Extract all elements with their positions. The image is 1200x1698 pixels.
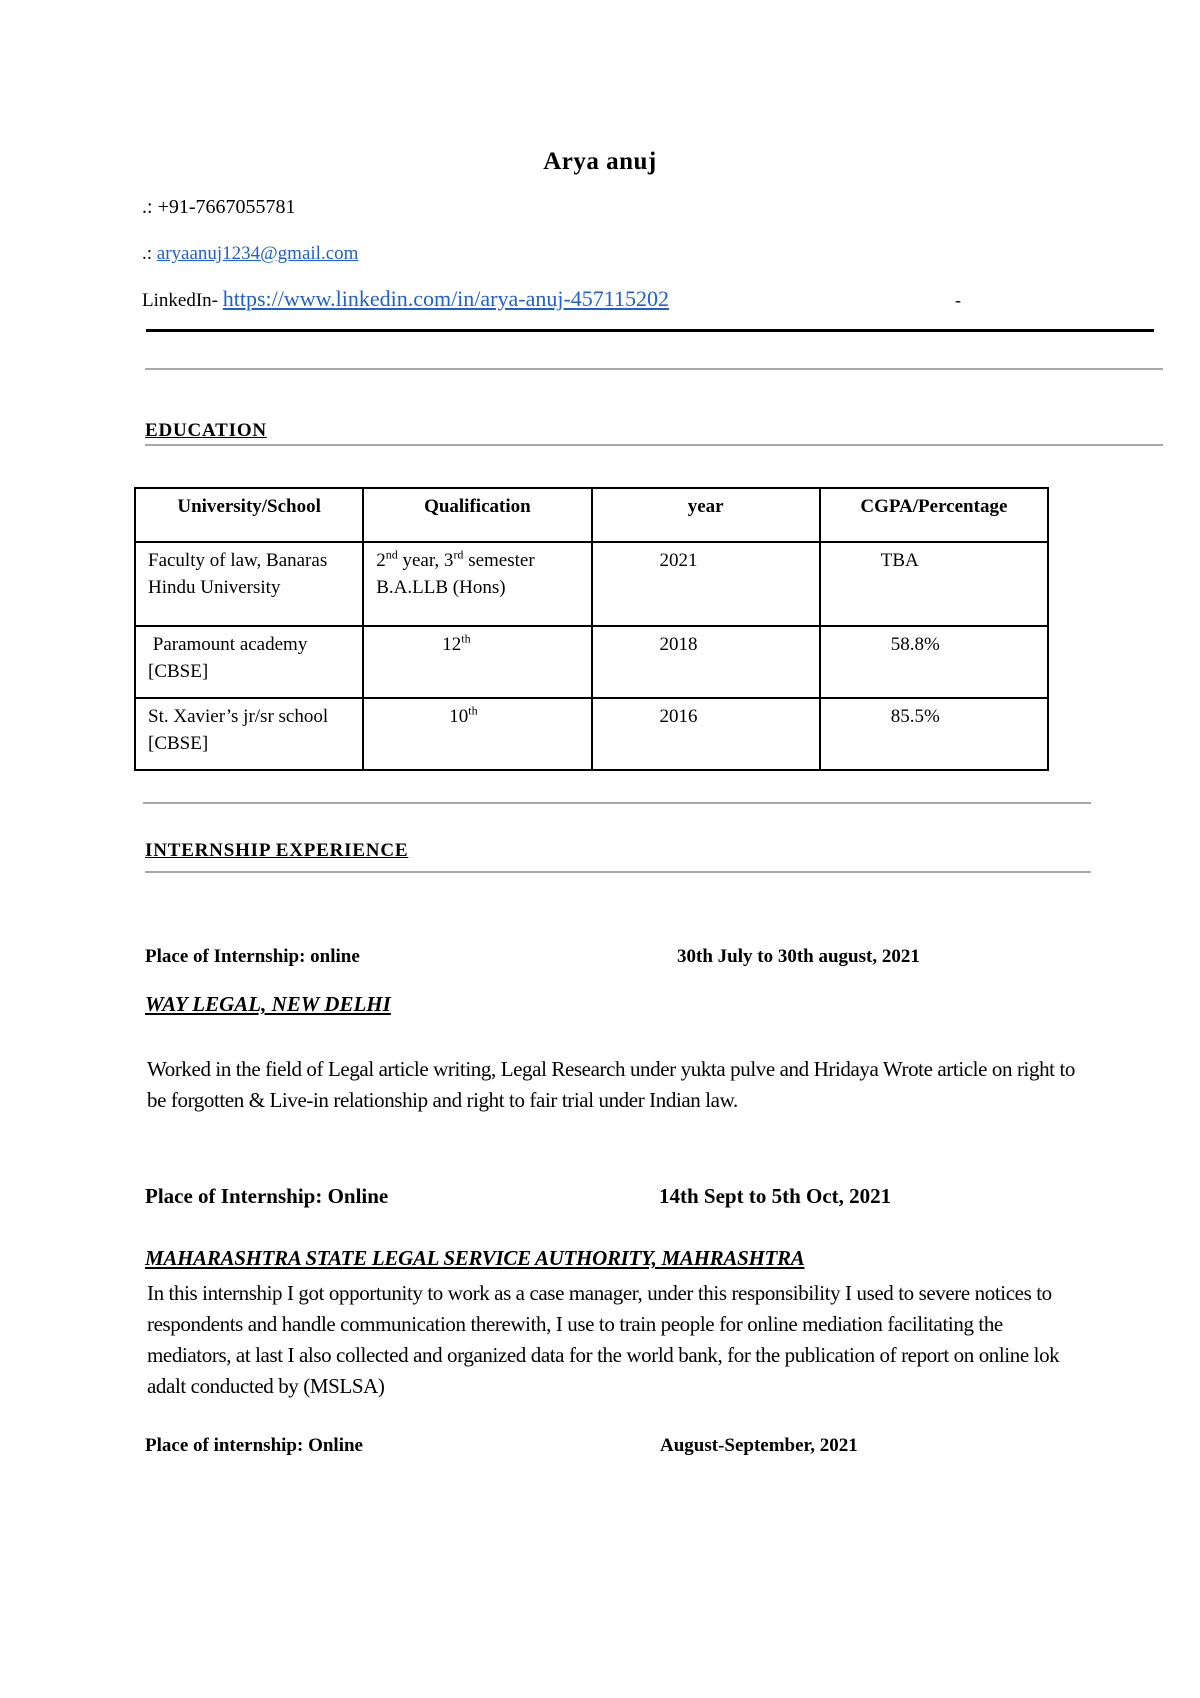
table-row xyxy=(135,698,1048,770)
score-cell xyxy=(820,698,1048,770)
qual-text: year, 3 xyxy=(397,550,454,571)
qual-text: B.A.LLB (Hons) xyxy=(376,577,506,598)
score-value: 58.8% xyxy=(890,634,940,655)
column-header: year xyxy=(592,488,820,542)
year-value: 2021 xyxy=(659,550,698,571)
qualification-cell xyxy=(363,542,591,626)
table-row xyxy=(135,542,1048,626)
header-gray-divider xyxy=(145,368,1163,370)
qual-text: 2 xyxy=(376,550,386,571)
internship-dates: 30th July to 30th august, 2021 xyxy=(677,946,920,967)
year-value: 2016 xyxy=(659,706,698,727)
score-cell xyxy=(820,542,1048,626)
school-cell: Faculty of law, Banaras Hindu University xyxy=(135,542,363,626)
internship-organization: MAHARASHTRA STATE LEGAL SERVICE AUTHORITY, MAHRASHTRA xyxy=(145,1246,805,1270)
internship-dates: 14th Sept to 5th Oct, 2021 xyxy=(659,1184,892,1208)
phone-number: +91-7667055781 xyxy=(157,196,296,218)
school-cell: Paramount academy [CBSE] xyxy=(135,626,363,698)
score-cell xyxy=(820,626,1048,698)
trailing-dash: - xyxy=(955,290,961,310)
internship-heading: INTERNSHIP EXPERIENCE xyxy=(145,840,409,861)
column-header: CGPA/Percentage xyxy=(820,488,1048,542)
education-heading-rule xyxy=(145,444,1163,446)
header-divider xyxy=(146,329,1154,332)
internship-place: Place of Internship: online xyxy=(145,946,360,967)
column-header: Qualification xyxy=(363,488,591,542)
table-header-row xyxy=(135,488,1048,542)
score-value: 85.5% xyxy=(890,706,940,727)
qualification-cell xyxy=(363,626,591,698)
education-bottom-rule xyxy=(143,802,1091,804)
email-link[interactable]: aryaanuj1234@gmail.com xyxy=(156,243,359,264)
linkedin-label: LinkedIn- xyxy=(142,290,223,311)
school-cell: St. Xavier’s jr/sr school [CBSE] xyxy=(135,698,363,770)
internship-description: In this internship I got opportunity to work as a case manager, under this responsibility I used to severe notices to respondents and handle communication therewith, I use to train people for online mediation facilitating the mediators, at last I also collected and organized data for the world bank, for the publication of report on online lok adalt conducted by (MSLSA) xyxy=(147,1281,1060,1398)
education-heading: EDUCATION xyxy=(145,420,267,441)
year-value: 2018 xyxy=(659,634,698,655)
column-header: University/School xyxy=(135,488,363,542)
qual-sup: nd xyxy=(385,547,398,562)
qual-sup: th xyxy=(461,631,471,646)
year-cell xyxy=(592,626,820,698)
internship-organization: WAY LEGAL, NEW DELHI xyxy=(145,992,391,1016)
phone-prefix: .: xyxy=(142,196,158,218)
internship-place: Place of internship: Online xyxy=(145,1435,363,1456)
qualification-cell xyxy=(363,698,591,770)
qual-text: semester xyxy=(463,550,535,571)
qual-sup: rd xyxy=(453,547,464,562)
internship-dates: August-September, 2021 xyxy=(660,1435,858,1456)
score-value: TBA xyxy=(880,550,919,571)
education-table xyxy=(134,487,1049,771)
qual-sup: th xyxy=(468,703,478,718)
qual-text: 10 xyxy=(449,706,469,727)
email-line xyxy=(142,243,358,265)
year-cell xyxy=(592,698,820,770)
internship-place: Place of Internship: Online xyxy=(145,1184,389,1208)
qual-text: 12 xyxy=(442,634,462,655)
email-prefix: .: xyxy=(142,243,157,264)
table-row xyxy=(135,626,1048,698)
internship-heading-rule xyxy=(145,871,1091,873)
candidate-name: Arya anuj xyxy=(543,148,657,175)
phone-line xyxy=(142,196,296,219)
internship-description: Worked in the field of Legal article writing, Legal Research under yukta pulve and Hridaya Wrote article on right to be forgotten & Live-in relationship and right to fair trial under Indian law. xyxy=(147,1057,1075,1112)
linkedin-line xyxy=(142,286,669,312)
linkedin-link[interactable]: https://www.linkedin.com/in/arya-anuj-457115202 xyxy=(222,286,669,311)
year-cell xyxy=(592,542,820,626)
